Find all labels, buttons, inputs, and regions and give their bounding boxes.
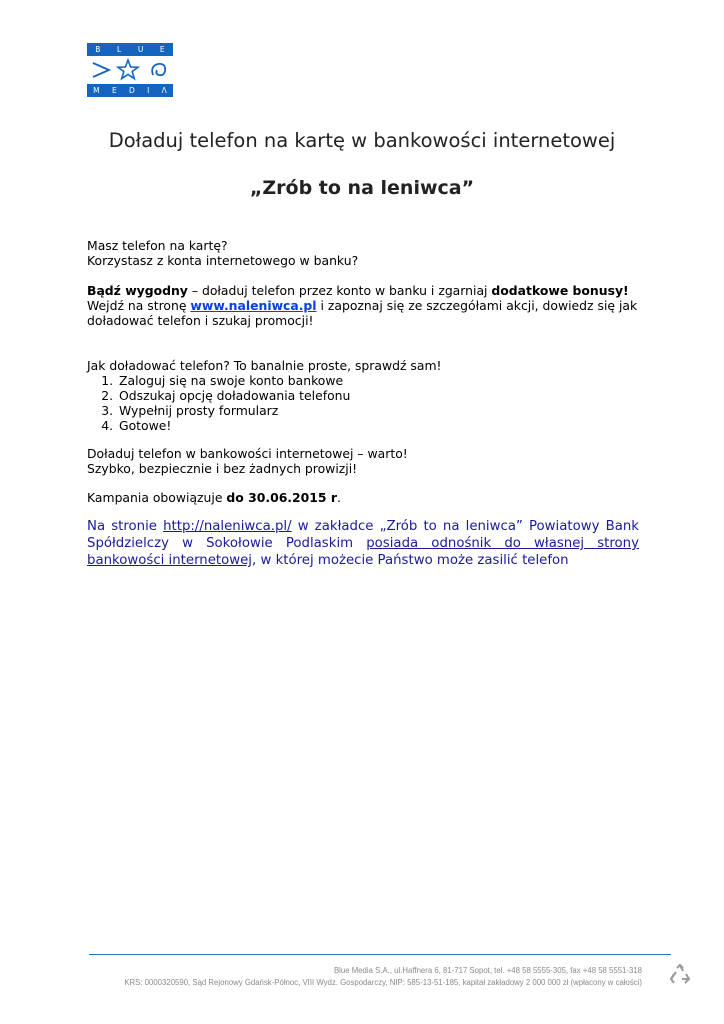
logo-spiral-icon — [152, 64, 165, 75]
naleniwca-url-link[interactable]: http://naleniwca.pl/ — [163, 519, 292, 534]
logo-top-letters: B L U E — [95, 45, 165, 54]
promo-paragraph — [87, 283, 639, 298]
logo-star-icon — [118, 60, 138, 79]
list-item: 4. Gotowe! — [117, 418, 639, 433]
list-item: 2. Odszukaj opcję doładowania telefonu — [117, 388, 639, 403]
promo-text: Wejdź na stronę — [87, 298, 191, 313]
logo-symbols — [87, 56, 173, 84]
list-item: 3. Wypełnij prosty formularz — [117, 403, 639, 418]
campaign-line: Kampania obowiązuje do 30.06.2015 r. — [87, 490, 341, 505]
promo-text: i zapoznaj się ze szczegółami akcji, dowiedz się jak doładować telefon i szukaj promocji! — [87, 298, 638, 328]
bonus-bold: dodatkowe bonusy! — [491, 283, 629, 298]
outro-section — [87, 446, 639, 476]
outro-line: Doładuj telefon w bankowości internetowej – warto! — [87, 446, 408, 461]
intro-line: Korzystasz z konta internetowego w banku? — [87, 253, 359, 268]
info-paragraph: Na stronie http://naleniwca.pl/ w zakładce „Zrób to na leniwca” Powiatowy Bank Spółdzielczy w Sokołowie Podlaskim posiada odnośnik do własnej strony bankowości internetowej, w której możecie Państwo może zasilić telefon — [87, 519, 640, 568]
footer-registration: KRS: 0000320590, Sąd Rejonowy Gdańsk-Północ, VIII Wydz. Gospodarczy, NIP: 585-13-51-185, kapitał zakładowy 2 000 000 zł (wpłacony w całości) — [124, 978, 642, 987]
howto-intro: Jak doładować telefon? To banalnie proste, sprawdź sam! — [87, 358, 442, 373]
page-title: Doładuj telefon na kartę w bankowości internetowej — [108, 129, 616, 152]
promo-bold: Bądź wygodny — [87, 283, 188, 298]
list-item: 1. Zaloguj się na swoje konto bankowe — [117, 373, 639, 388]
steps-list — [87, 373, 639, 433]
intro-section — [87, 238, 639, 268]
outro-line: Szybko, bezpiecznie i bez żadnych prowizji! — [87, 461, 358, 476]
promo-text: – doładuj telefon przez konto w banku i zgarniaj — [187, 283, 492, 298]
campaign-date: do 30.06.2015 r — [226, 490, 337, 505]
campaign-section — [87, 490, 639, 505]
bank-link-text[interactable]: posiada odnośnik do własnej strony bankowości internetowej — [87, 536, 639, 568]
blue-media-logo — [87, 43, 173, 97]
promo-paragraph — [87, 298, 639, 328]
footer-address: Blue Media S.A., ul.Haffnera 6, 81-717 Sopot, tel. +48 58 5555-305, fax +48 58 5551-318 — [333, 966, 642, 975]
logo-bottom-letters: M E D I Λ — [93, 86, 167, 95]
intro-line: Masz telefon na kartę? — [87, 238, 228, 253]
page-subtitle: „Zrób to na leniwca” — [249, 177, 475, 199]
recycle-icon — [669, 964, 691, 986]
footer-divider — [89, 954, 671, 955]
promo-section — [87, 283, 639, 328]
logo-arrow-icon — [93, 63, 109, 77]
howto-section — [87, 358, 639, 433]
naleniwca-link[interactable]: www.naleniwca.pl — [190, 298, 317, 313]
